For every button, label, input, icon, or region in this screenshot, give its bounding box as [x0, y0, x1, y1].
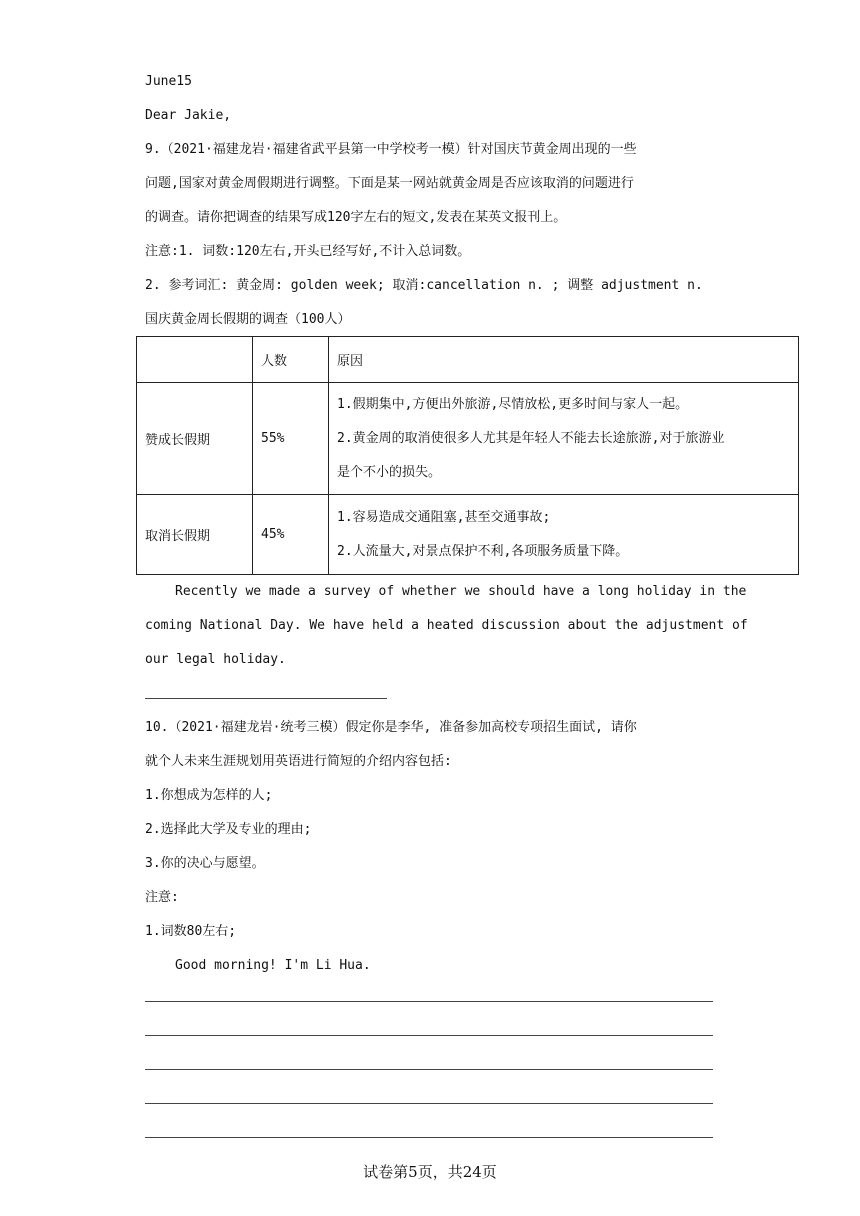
table-row: [137, 495, 799, 575]
answer-line[interactable]: [145, 698, 387, 699]
q10-line-2: 就个人未来生涯规划用英语进行简短的介绍内容包括:: [145, 754, 452, 769]
q10-line-7: 1.词数80左右;: [145, 924, 237, 939]
table-header-row: [137, 337, 799, 383]
answer-line[interactable]: [145, 1103, 713, 1104]
reason-cell: [329, 383, 799, 495]
option-cell: 取消长假期: [137, 495, 253, 575]
reason-line: 1.假期集中,方便出外旅游,尽情放松,更多时间与家人一起。: [337, 396, 689, 412]
q9-line-4: 注意:1. 词数:120左右,开头已经写好,不计入总词数。: [145, 244, 471, 259]
q9-line-1: 9.（2021·福建龙岩·福建省武平县第一中学校考一模）针对国庆节黄金周出现的一些: [145, 142, 637, 157]
answer-line[interactable]: [145, 1137, 713, 1138]
q9-line-5: 2. 参考词汇: 黄金周: golden week; 取消:cancellation n. ; 调整 adjustment n.: [145, 278, 703, 293]
q10-line-6: 注意:: [145, 890, 179, 905]
percent-cell: 45%: [253, 495, 329, 575]
answer-line[interactable]: [145, 1001, 713, 1002]
prev-salutation: Dear Jakie,: [145, 108, 232, 123]
q9-line-3: 的调查。请你把调查的结果写成120字左右的短文,发表在某英文报刊上。: [145, 210, 567, 225]
survey-table: [136, 336, 799, 575]
option-cell: 赞成长假期: [137, 383, 253, 495]
q9-opening-1: Recently we made a survey of whether we should have a long holiday in the: [175, 584, 747, 599]
answer-line[interactable]: [145, 1035, 713, 1036]
prev-date: June15: [145, 74, 192, 89]
reason-line: 2.人流量大,对景点保护不利,各项服务质量下降。: [337, 543, 629, 559]
page-footer: 试卷第5页，共24页: [363, 1163, 497, 1181]
q10-line-1: 10.（2021·福建龙岩·统考三模）假定你是李华, 准备参加高校专项招生面试, 请你: [145, 720, 637, 735]
q9-opening-3: our legal holiday.: [145, 652, 286, 667]
q10-line-4: 2.选择此大学及专业的理由;: [145, 822, 312, 837]
reason-line: 1.容易造成交通阻塞,甚至交通事故;: [337, 509, 551, 525]
q10-opening: Good morning! I'm Li Hua.: [175, 958, 371, 973]
q9-line-2: 问题,国家对黄金周假期进行调整。下面是某一网站就黄金周是否应该取消的问题进行: [145, 176, 634, 191]
q9-opening-2: coming National Day. We have held a heated discussion about the adjustment of: [145, 618, 748, 633]
answer-line[interactable]: [145, 1069, 713, 1070]
q10-line-5: 3.你的决心与愿望。: [145, 856, 265, 871]
reason-cell: [329, 495, 799, 575]
q9-table-caption: 国庆黄金周长假期的调查（100人）: [145, 312, 351, 327]
header-cell-reason: 原因: [329, 337, 799, 383]
reason-line: 是个不小的损失。: [337, 464, 442, 480]
header-cell-empty: [137, 337, 253, 383]
header-cell-count: 人数: [253, 337, 329, 383]
table-row: [137, 383, 799, 495]
reason-line: 2.黄金周的取消使很多人尤其是年轻人不能去长途旅游,对于旅游业: [337, 430, 725, 446]
q10-line-3: 1.你想成为怎样的人;: [145, 788, 273, 803]
percent-cell: 55%: [253, 383, 329, 495]
